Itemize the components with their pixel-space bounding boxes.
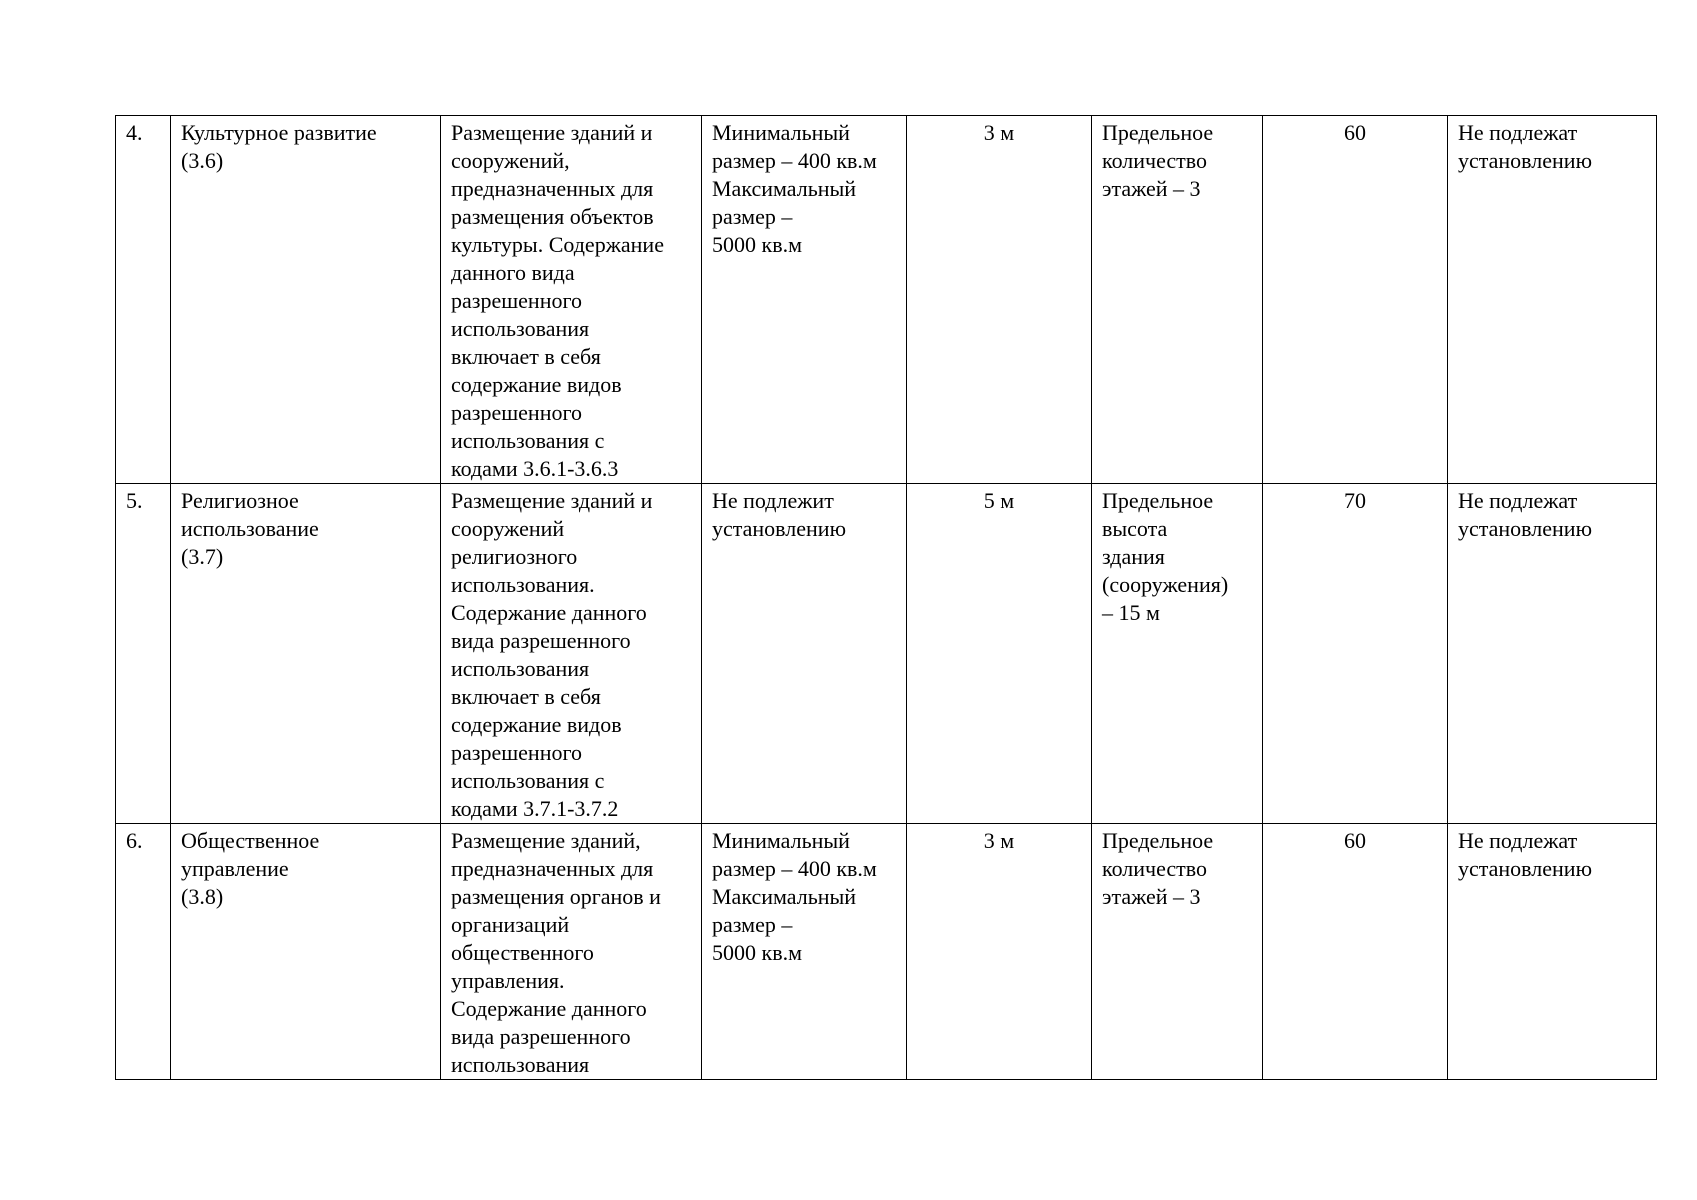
other-params-cell: Не подлежат установлению <box>1448 824 1657 1080</box>
row-number-cell: 6. <box>116 824 171 1080</box>
other-params-cell: Не подлежат установлению <box>1448 484 1657 824</box>
use-name-cell: Общественное управление (3.8) <box>171 824 441 1080</box>
table-row <box>116 484 1657 824</box>
plot-size-cell: Не подлежит установлению <box>702 484 907 824</box>
setback-cell: 3 м <box>907 116 1092 484</box>
use-description-cell: Размещение зданий и сооружений религиозного использования. Содержание данного вида разрешенного использования включает в себя содержание видов разрешенного использования с кодами 3.7.1-3.7.2 <box>441 484 702 824</box>
row-number-cell: 4. <box>116 116 171 484</box>
land-use-table <box>115 115 1657 1080</box>
height-limit-cell: Предельное высота здания (сооружения) – 15 м <box>1092 484 1263 824</box>
plot-size-cell: Минимальный размер – 400 кв.м Максимальный размер – 5000 кв.м <box>702 116 907 484</box>
setback-cell: 5 м <box>907 484 1092 824</box>
setback-cell: 3 м <box>907 824 1092 1080</box>
height-limit-cell: Предельное количество этажей – 3 <box>1092 824 1263 1080</box>
use-name-cell: Религиозное использование (3.7) <box>171 484 441 824</box>
height-limit-cell: Предельное количество этажей – 3 <box>1092 116 1263 484</box>
row-number-cell: 5. <box>116 484 171 824</box>
coverage-cell: 60 <box>1263 116 1448 484</box>
other-params-cell: Не подлежат установлению <box>1448 116 1657 484</box>
use-description-cell: Размещение зданий, предназначенных для размещения органов и организаций общественного управления. Содержание данного вида разрешенного использования <box>441 824 702 1080</box>
plot-size-cell: Минимальный размер – 400 кв.м Максимальный размер – 5000 кв.м <box>702 824 907 1080</box>
table-row <box>116 824 1657 1080</box>
use-name-cell: Культурное развитие (3.6) <box>171 116 441 484</box>
use-description-cell: Размещение зданий и сооружений, предназначенных для размещения объектов культуры. Содержание данного вида разрешенного использования включает в себя содержание видов разрешенного использования с кодами 3.6.1-3.6.3 <box>441 116 702 484</box>
coverage-cell: 70 <box>1263 484 1448 824</box>
table-row <box>116 116 1657 484</box>
coverage-cell: 60 <box>1263 824 1448 1080</box>
